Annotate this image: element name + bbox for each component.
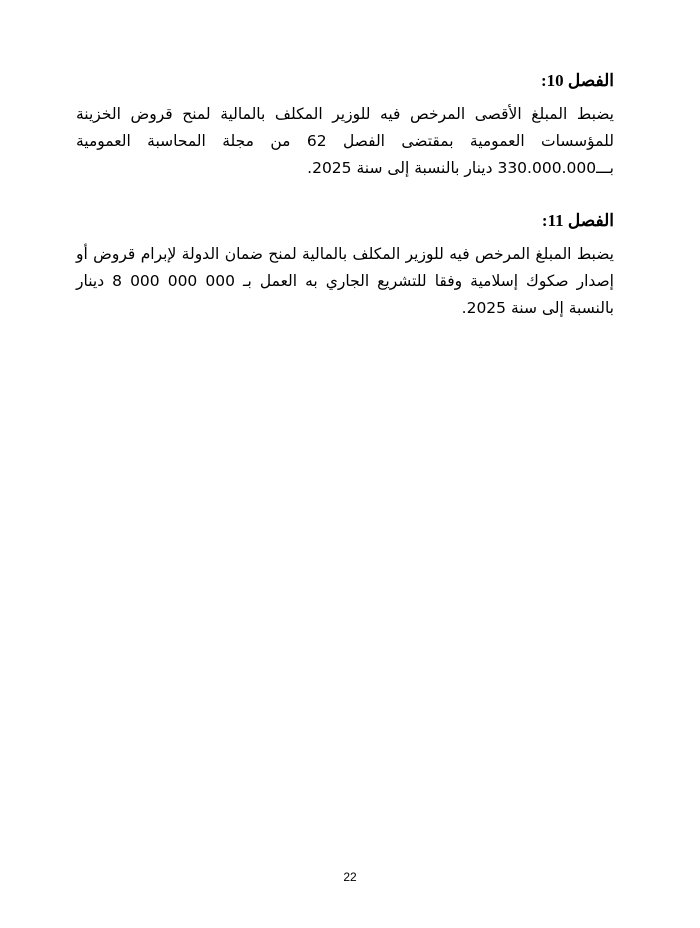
article-10-body: يضبط المبلغ الأقصى المرخص فيه للوزير المكلف بالمالية لمنح قروض الخزينة للمؤسسات العمومية بمقتضى الفصل 62 من مجلة المحاسبة العمومية بـــ330.000.000 دينار بالنسبة إلى سنة 2025. <box>76 105 614 177</box>
article-11-title: الفصل 11: <box>541 211 614 230</box>
article-10 <box>76 68 614 182</box>
page-number: 22 <box>343 870 357 884</box>
page-content <box>76 68 614 322</box>
article-11-body: يضبط المبلغ المرخص فيه للوزير المكلف بالمالية لمنح ضمان الدولة لإبرام قروض أو إصدار صكوك إسلامية وفقا للتشريع الجاري به العمل بـ 000 000 000 8 دينار بالنسبة إلى سنة 2025. <box>76 245 614 317</box>
article-11 <box>76 208 614 322</box>
article-10-title: الفصل 10: <box>540 71 614 90</box>
